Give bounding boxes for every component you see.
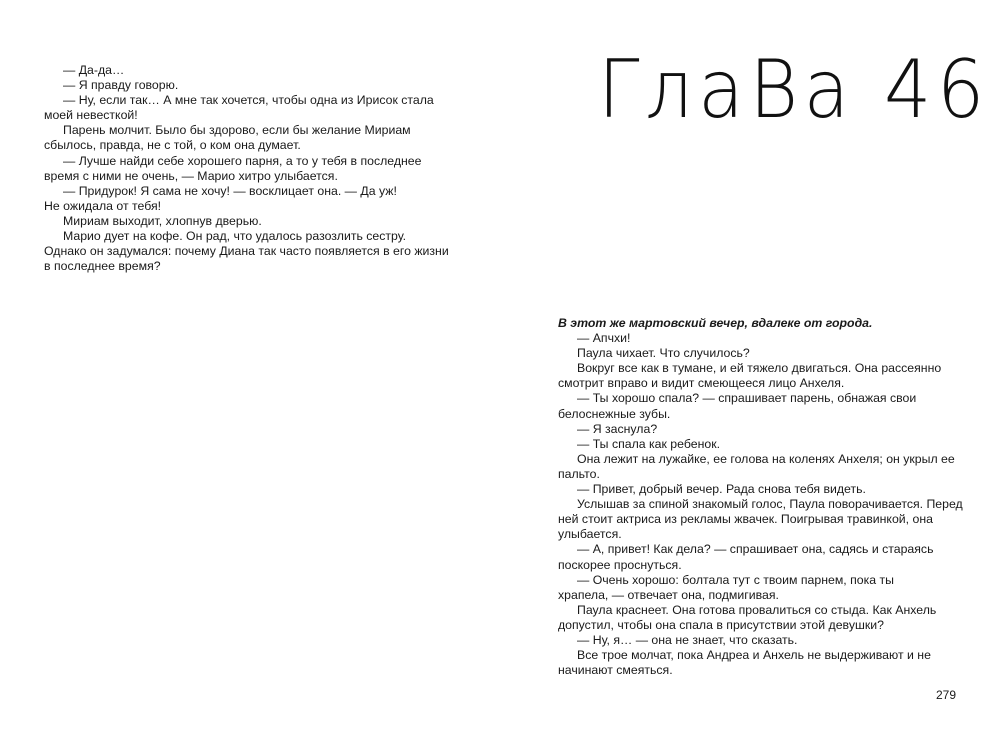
text-line: моей невесткой! (44, 108, 138, 123)
text-line: улыбается. (558, 527, 622, 542)
text-line: — Ты спала как ребенок. (577, 436, 721, 451)
text-line: — Да-да… (63, 63, 125, 77)
text-line: — Придурок! Я сама не хочу! — восклицает она. — Да уж! (63, 183, 397, 198)
text-line: — Ты хорошо спала? — спрашивает парень, обнажая свои (577, 391, 917, 406)
text-line: начинают смеяться. (558, 663, 673, 678)
text-line: Услышав за спиной знакомый голос, Паула поворачивается. Перед (577, 497, 963, 512)
text-line: Парень молчит. Было бы здорово, если бы желание Мириам (63, 123, 411, 138)
text-line: допустил, чтобы она спала в присутствии этой девушки? (558, 617, 884, 632)
page-number: 279 (935, 688, 956, 702)
text-line: Паула чихает. Что случилось? (577, 346, 750, 361)
text-line: — Ну, если так… А мне так хочется, чтобы одна из Ирисок стала (63, 93, 434, 108)
text-line: храпела, — отвечает она, подмигивая. (558, 587, 779, 602)
text-line: Она лежит на лужайке, ее голова на коленях Анхеля; он укрыл ее (577, 451, 955, 466)
text-line: — Привет, добрый вечер. Рада снова тебя видеть. (577, 482, 866, 497)
text-line: Не ожидала от тебя! (44, 198, 162, 213)
text-line: — Я правду говорю. (63, 78, 179, 93)
text-line: пальто. (558, 466, 600, 481)
text-line: — Я заснула? (577, 421, 658, 436)
text-line: смотрит вправо и видит смеющееся лицо Анхеля. (558, 376, 845, 391)
text-line: Однако он задумался: почему Диана так часто появляется в его жизни (44, 244, 449, 259)
scene-heading: В этот же мартовский вечер, вдалеке от города. (558, 316, 873, 330)
text-line: ней стоит актриса из рекламы жвачек. Поигрывая травинкой, она (558, 512, 933, 527)
chapter-title: ГлаВа 46 (598, 43, 990, 136)
right-page (500, 0, 1000, 739)
text-line: — А, привет! Как дела? — спрашивает она, садясь и стараясь (577, 542, 934, 557)
text-line: сбылось, правда, не с той, о ком она думает. (44, 138, 301, 153)
left-page-text (44, 63, 449, 274)
text-line: в последнее время? (44, 259, 161, 274)
text-line: — Лучше найди себе хорошего парня, а то у тебя в последнее (63, 153, 422, 168)
text-line: — Очень хорошо: болтала тут с твоим парнем, пока ты (577, 572, 895, 587)
text-line: Вокруг все как в тумане, и ей тяжело двигаться. Она рассеянно (577, 361, 942, 376)
text-line: поскорее проснуться. (558, 557, 682, 572)
text-line: Марио дует на кофе. Он рад, что удалось разозлить сестру. (63, 229, 407, 244)
text-line: время с ними не очень, — Марио хитро улыбается. (44, 168, 338, 183)
text-line: Паула краснеет. Она готова провалиться со стыда. Как Анхель (577, 602, 937, 617)
text-line: Мириам выходит, хлопнув дверью. (63, 213, 262, 228)
right-page-text (558, 316, 963, 678)
text-line: — Ну, я… — она не знает, что сказать. (577, 632, 798, 647)
text-line: — Апчхи! (577, 331, 631, 346)
text-line: белоснежные зубы. (558, 406, 671, 421)
text-line: Все трое молчат, пока Андреа и Анхель не выдерживают и не (577, 648, 931, 663)
